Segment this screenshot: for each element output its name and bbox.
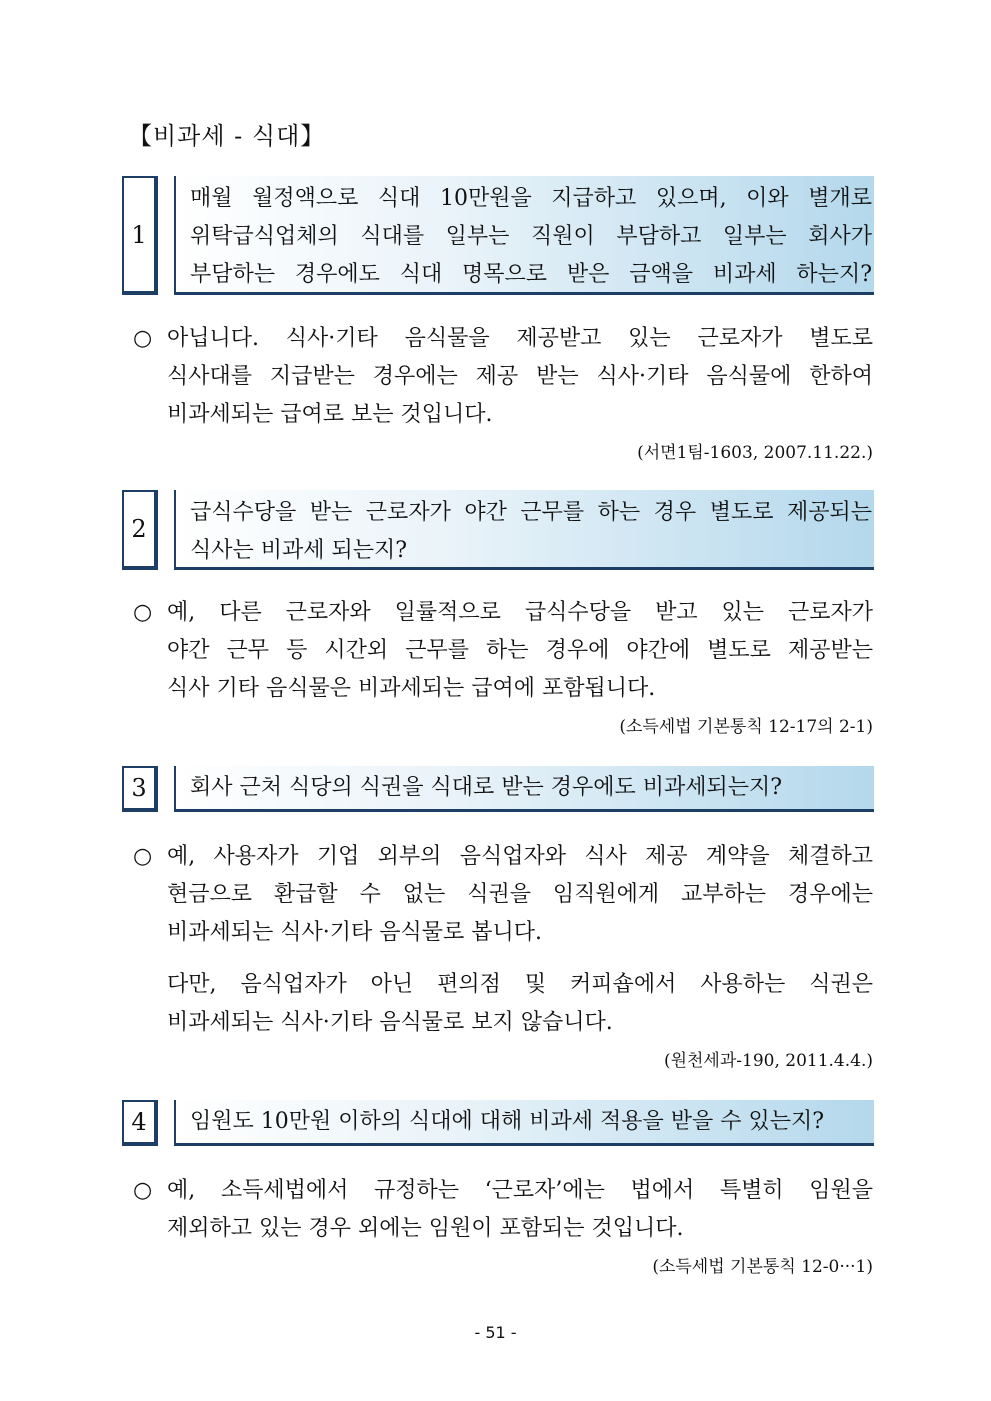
- question-box: [174, 176, 874, 295]
- answer-block: [133, 594, 873, 708]
- question-number: 3: [122, 766, 158, 812]
- question-box: [174, 490, 874, 570]
- question-block-2: [122, 490, 874, 570]
- answer-block: [133, 320, 873, 434]
- answer-line: 아닙니다. 식사·기타 음식물을 제공받고 있는 근로자가 별도로: [167, 326, 873, 351]
- answer-line: 야간 근무 등 시간외 근무를 하는 경우에 야간에 별도로 제공받는: [167, 638, 873, 663]
- answer-line: 제외하고 있는 경우 외에는 임원이 포함되는 것입니다.: [167, 1216, 684, 1241]
- question-block-3: [122, 766, 874, 812]
- question-block-4: [122, 1100, 874, 1146]
- question-line: 위탁급식업체의 식대를 일부는 직원이 부담하고 일부는 회사가: [190, 224, 872, 249]
- question-box: [174, 766, 874, 812]
- section-title: 【비과세 - 식대】: [128, 122, 326, 150]
- question-block-1: [122, 176, 874, 295]
- bullet-icon: ○: [133, 326, 153, 351]
- answer-line: 다만, 음식업자가 아닌 편의점 및 커피숍에서 사용하는 식권은: [167, 972, 873, 997]
- answer-block: [133, 1172, 873, 1248]
- bullet-icon: ○: [133, 600, 153, 625]
- answer-line: 비과세되는 급여로 보는 것입니다.: [167, 402, 493, 427]
- answer-line: 예, 사용자가 기업 외부의 음식업자와 식사 제공 계약을 체결하고: [167, 844, 873, 869]
- answer-line: 식사 기타 음식물은 비과세되는 급여에 포함됩니다.: [167, 676, 656, 701]
- answer-block: [133, 966, 873, 1042]
- question-box: [174, 1100, 874, 1146]
- citation: (소득세법 기본통칙 12-0···1): [652, 1257, 873, 1277]
- question-line: 회사 근처 식당의 식권을 식대로 받는 경우에도 비과세되는지?: [190, 774, 783, 800]
- page-number: - 51 -: [474, 1323, 517, 1342]
- answer-line: 식사대를 지급받는 경우에는 제공 받는 식사·기타 음식물에 한하여: [167, 364, 873, 389]
- question-number: 1: [122, 176, 158, 295]
- answer-line: 비과세되는 식사·기타 음식물로 봅니다.: [167, 920, 542, 945]
- answer-line: 비과세되는 식사·기타 음식물로 보지 않습니다.: [167, 1010, 613, 1035]
- citation: (서면1팀-1603, 2007.11.22.): [637, 443, 873, 463]
- bullet-icon: ○: [133, 844, 153, 869]
- citation: (소득세법 기본통칙 12-17의 2-1): [619, 717, 873, 737]
- answer-line: 예, 다른 근로자와 일률적으로 급식수당을 받고 있는 근로자가: [167, 600, 873, 625]
- question-line: 식사는 비과세 되는지?: [190, 538, 408, 563]
- answer-line: 현금으로 환급할 수 없는 식권을 임직원에게 교부하는 경우에는: [167, 882, 873, 907]
- question-line: 급식수당을 받는 근로자가 야간 근무를 하는 경우 별도로 제공되는: [190, 500, 872, 525]
- question-number: 4: [122, 1100, 158, 1146]
- answer-line: 예, 소득세법에서 규정하는 ‘근로자’에는 법에서 특별히 임원을: [167, 1178, 873, 1203]
- bullet-icon: ○: [133, 1178, 153, 1203]
- question-line: 임원도 10만원 이하의 식대에 대해 비과세 적용을 받을 수 있는지?: [190, 1108, 825, 1134]
- question-line: 부담하는 경우에도 식대 명목으로 받은 금액을 비과세 하는지?: [190, 262, 872, 287]
- question-line: 매월 월정액으로 식대 10만원을 지급하고 있으며, 이와 별개로: [190, 186, 872, 211]
- question-number: 2: [122, 490, 158, 570]
- answer-block: [133, 838, 873, 952]
- citation: (원천세과-190, 2011.4.4.): [663, 1051, 873, 1071]
